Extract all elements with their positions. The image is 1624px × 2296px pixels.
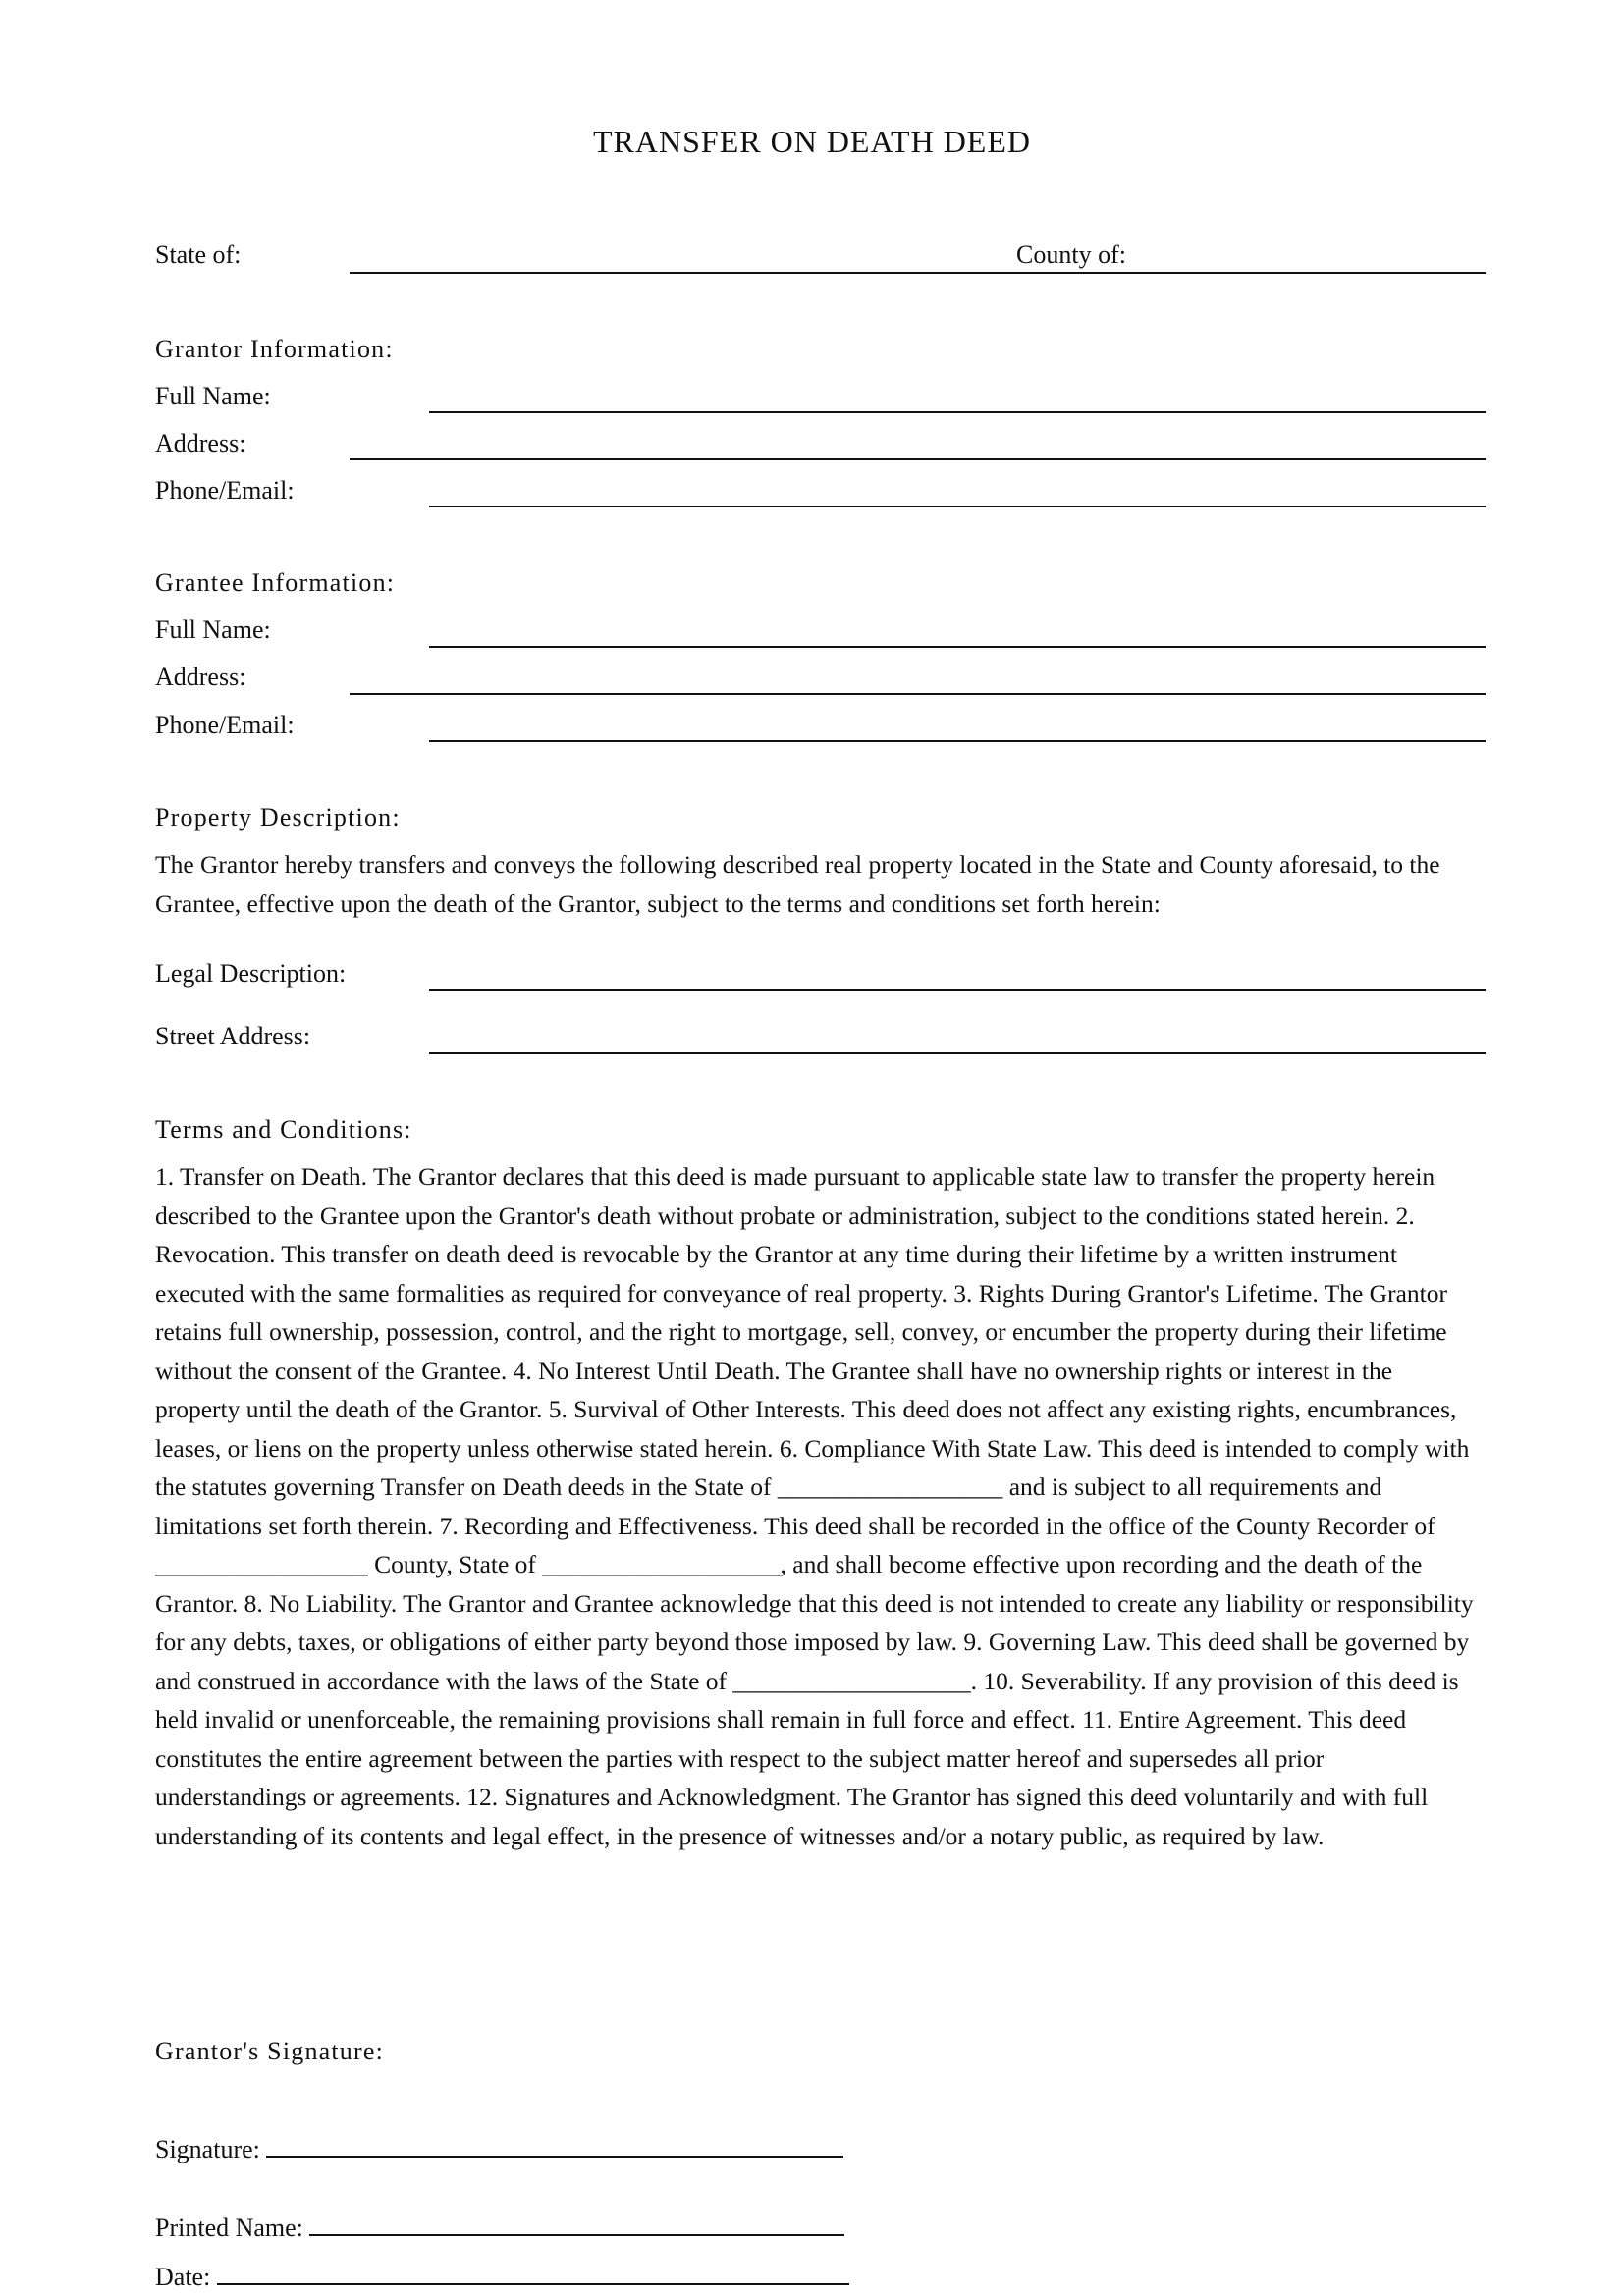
date-label: Date:: [155, 2263, 211, 2291]
grantor-full-name-line: [429, 411, 1486, 413]
state-county-line: [350, 272, 1486, 274]
date-row: [155, 2256, 849, 2293]
grantor-heading: Grantor Information:: [155, 335, 394, 363]
signature-line[interactable]: [266, 2128, 843, 2158]
printed-name-row: [155, 2207, 844, 2244]
grantor-full-name-field[interactable]: [432, 377, 1485, 410]
county-label: County of:: [1016, 240, 1126, 269]
street-address-field[interactable]: [432, 1017, 1485, 1050]
terms-heading: Terms and Conditions:: [155, 1115, 412, 1144]
state-input[interactable]: [353, 236, 994, 269]
property-heading: Property Description:: [155, 803, 401, 831]
grantor-full-name-label: Full Name:: [155, 382, 271, 410]
grantor-phone-field[interactable]: [432, 471, 1485, 505]
signature-heading: Grantor's Signature:: [155, 2037, 385, 2065]
grantee-address-line: [350, 693, 1486, 695]
legal-description-line: [429, 989, 1486, 991]
legal-description-label: Legal Description:: [155, 959, 347, 988]
grantee-full-name-field[interactable]: [432, 611, 1485, 644]
legal-description-field[interactable]: [432, 954, 1485, 988]
printed-name-line[interactable]: [309, 2207, 844, 2236]
signature-label: Signature:: [155, 2135, 260, 2163]
county-input[interactable]: [1139, 236, 1485, 269]
grantee-heading: Grantee Information:: [155, 568, 396, 597]
property-intro: The Grantor hereby transfers and conveys the following described real property located in the State and County aforesaid, to the Grantee, effective upon the death of the Grantor, subject to the terms and conditions set forth herein:: [155, 850, 1440, 918]
printed-name-label: Printed Name:: [155, 2214, 303, 2242]
grantor-phone-line: [429, 506, 1486, 507]
grantee-phone-line: [429, 740, 1486, 742]
grantee-full-name-label: Full Name:: [155, 615, 271, 644]
grantor-phone-label: Phone/Email:: [155, 476, 295, 505]
terms-body: 1. Transfer on Death. The Grantor declares that this deed is made pursuant to applicable state law to transfer the property herein described to the Grantee upon the Grantor's death without probate or administration, subject to the conditions stated herein. 2. Revocation. This transfer on death deed is revocable by the Grantor at any time during their lifetime by a written instrument executed with the same formalities as required for conveyance of real property. 3. Rights During Grantor's Lifetime. The Grantor retains full ownership, possession, control, and the right to mortgage, sell, convey, or encumber the property during their lifetime without the consent of the Grantee. 4. No Interest Until Death. The Grantee shall have no ownership rights or interest in the property until the death of the Grantor. 5. Survival of Other Interests. This deed does not affect any existing rights, encumbrances, leases, or liens on the property unless otherwise stated herein. 6. Compliance With State Law. This deed is intended to comply with the statutes governing Transfer on Death deeds in the State of __________________ and is subject to all requirements and limitations set forth therein. 7. Recording and Effectiveness. This deed shall be recorded in the office of the County Recorder of _________________ County, State of ___________________, and shall become effective upon recording and the death of the Grantor. 8. No Liability. The Grantor and Grantee acknowledge that this deed is not intended to create any liability or responsibility for any debts, taxes, or obligations of either party beyond those imposed by law. 9. Governing Law. This deed shall be governed by and construed in accordance with the laws of the State of ___________________. 10. Severability. If any provision of this deed is held invalid or unenforceable, the remaining provisions shall remain in full force and effect. 11. Entire Agreement. This deed constitutes the entire agreement between the parties with respect to the subject matter hereof and supersedes all prior understandings or agreements. 12. Signatures and Acknowledgment. The Grantor has signed this deed voluntarily and with full understanding of its contents and legal effect, in the presence of witnesses and/or a notary public, as required by law.: [155, 1162, 1474, 1850]
grantee-address-label: Address:: [155, 663, 246, 691]
grantor-address-label: Address:: [155, 429, 246, 457]
grantee-address-field[interactable]: [353, 658, 1485, 691]
document-title: TRANSFER ON DEATH DEED: [593, 124, 1031, 159]
signature-row: [155, 2128, 843, 2165]
state-label: State of:: [155, 240, 242, 269]
grantee-phone-label: Phone/Email:: [155, 711, 295, 739]
grantor-address-line: [350, 458, 1486, 460]
street-address-label: Street Address:: [155, 1022, 311, 1050]
grantee-phone-field[interactable]: [432, 705, 1485, 738]
grantor-address-field[interactable]: [353, 424, 1485, 457]
street-address-line: [429, 1052, 1486, 1054]
grantee-full-name-line: [429, 646, 1486, 648]
date-line[interactable]: [217, 2256, 849, 2285]
